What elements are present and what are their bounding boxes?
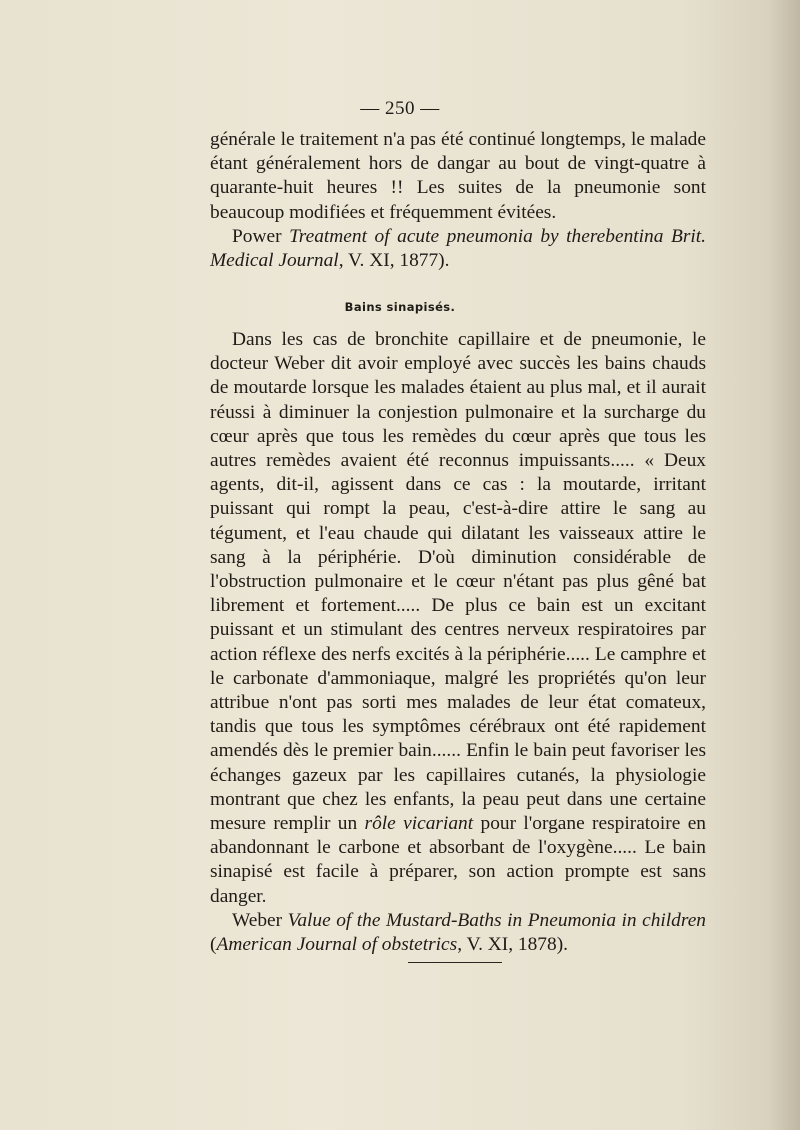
citation-paren: ( — [210, 934, 217, 956]
section-heading: Bains sinapisés. — [344, 300, 456, 314]
body-text-part-2: pour l'organe respiratoire en abandonnant le carbone et absorbant de l'oxygène..... Le bain sinapisé est facile à préparer, son action prompte est sans danger. — [210, 813, 706, 907]
citation-author: Power — [232, 225, 290, 247]
opening-text-block — [210, 128, 706, 273]
main-text-block — [210, 328, 706, 957]
citation-title: Value of the Mustard-Baths in Pneumonia in children — [287, 909, 706, 931]
body-text-part-1: Dans les cas de bronchite capillaire et de pneumonie, le docteur Weber dit avoir employé avec succès les bains chauds de moutarde lorsque les malades étaient au plus mal, et il aurait réussi à diminuer la conjestion pulmonaire et la surcharge du cœur après que tous les remèdes du cœur après que tous les autres remèdes avaient été reconnus impuissants..... « Deux agents, dit-il, agissent dans ce cas : la moutarde, irritant puissant qui rompt la peau, c'est-à-dire attire le sang au tégument, et l'eau chaude qui dilatant les vaisseaux attire le sang à la périphérie. D'où diminution considérable de l'obstruction pulmonaire et le cœur n'étant pas plus gêné bat librement et fortement..... De plus ce bain est un excitant puissant et un stimulant des centres nerveux respiratoires par action réflexe des nerfs excités à la périphérie..... Le camphre et le carbonate d'ammoniaque, malgré les propriétés qu'on leur attribue n'ont pas sorti mes malades de leur état comateux, tandis que tous les symptômes cérébraux ont été rapidement amendés dès le premier bain...... Enfin le bain peut favoriser les échanges gazeux par les capillaires cutanés, la physiologie montrant que chez les enfants, la peau peut dans une certaine mesure remplir un — [210, 329, 706, 835]
citation-volume: , V. XI, 1878). — [457, 934, 569, 956]
citation-author: Weber — [232, 909, 288, 931]
citation-power — [210, 225, 706, 273]
page-number: — 250 — — [360, 98, 440, 119]
end-rule-divider — [408, 962, 502, 963]
opening-paragraph: générale le traitement n'a pas été continué longtemps, le malade étant généralement hors de dangar au bout de vingt-quatre à quarante-huit heures !! Les suites de la pneumonie sont beaucoup modifiées et fréquemment évitées. — [210, 129, 706, 223]
citation-weber — [210, 909, 706, 957]
citation-title: Treatment of acute pneumonia by therebentina Brit. Medical Journal — [210, 225, 706, 272]
citation-journal: American Journal of obstetrics — [216, 934, 458, 956]
body-paragraph — [210, 328, 706, 909]
body-italic-term: rôle vicariant — [364, 813, 474, 835]
citation-volume: , V. XI, 1877). — [338, 250, 450, 272]
